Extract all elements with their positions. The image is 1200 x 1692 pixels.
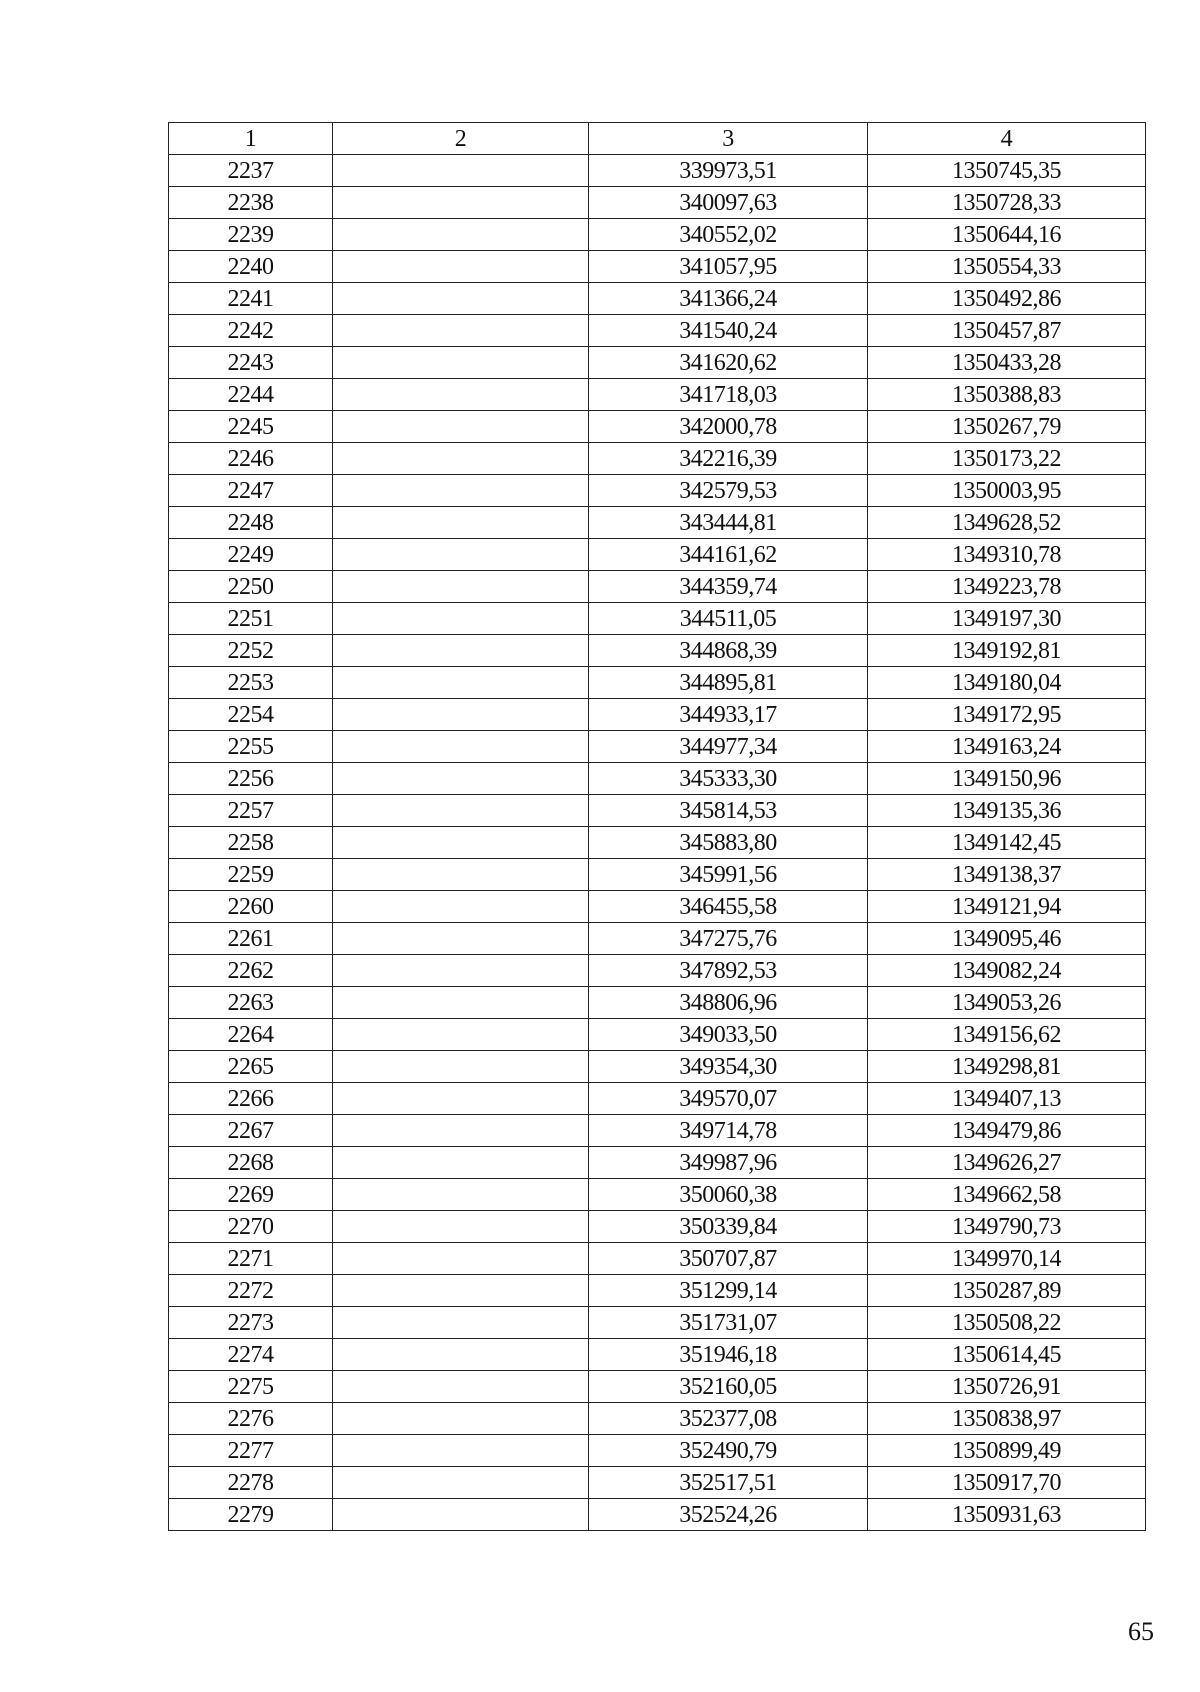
table-row	[169, 1211, 1146, 1243]
x-coordinate-cell: 342216,39	[589, 443, 868, 475]
x-coordinate-cell: 345333,30	[589, 763, 868, 795]
x-coordinate-cell: 349714,78	[589, 1115, 868, 1147]
table-row	[169, 1371, 1146, 1403]
table-row	[169, 315, 1146, 347]
y-coordinate-cell: 1349790,73	[868, 1211, 1146, 1243]
point-number-cell: 2272	[169, 1275, 333, 1307]
y-coordinate-cell: 1350287,89	[868, 1275, 1146, 1307]
description-cell	[333, 1115, 589, 1147]
table-row	[169, 1179, 1146, 1211]
description-cell	[333, 283, 589, 315]
point-number-cell: 2279	[169, 1499, 333, 1531]
table-row	[169, 1051, 1146, 1083]
point-number-cell: 2275	[169, 1371, 333, 1403]
x-coordinate-cell: 347892,53	[589, 955, 868, 987]
table-row	[169, 187, 1146, 219]
description-cell	[333, 955, 589, 987]
description-cell	[333, 1051, 589, 1083]
point-number-cell: 2257	[169, 795, 333, 827]
point-number-cell: 2244	[169, 379, 333, 411]
table-row	[169, 251, 1146, 283]
description-cell	[333, 859, 589, 891]
y-coordinate-cell: 1350917,70	[868, 1467, 1146, 1499]
column-header-2: 2	[333, 123, 589, 155]
x-coordinate-cell: 346455,58	[589, 891, 868, 923]
x-coordinate-cell: 344933,17	[589, 699, 868, 731]
point-number-cell: 2266	[169, 1083, 333, 1115]
x-coordinate-cell: 341718,03	[589, 379, 868, 411]
x-coordinate-cell: 352517,51	[589, 1467, 868, 1499]
table-row	[169, 699, 1146, 731]
description-cell	[333, 1147, 589, 1179]
description-cell	[333, 1307, 589, 1339]
point-number-cell: 2276	[169, 1403, 333, 1435]
table-row	[169, 1147, 1146, 1179]
y-coordinate-cell: 1350433,28	[868, 347, 1146, 379]
point-number-cell: 2270	[169, 1211, 333, 1243]
description-cell	[333, 475, 589, 507]
table-row	[169, 347, 1146, 379]
description-cell	[333, 923, 589, 955]
x-coordinate-cell: 349987,96	[589, 1147, 868, 1179]
point-number-cell: 2278	[169, 1467, 333, 1499]
description-cell	[333, 795, 589, 827]
point-number-cell: 2250	[169, 571, 333, 603]
y-coordinate-cell: 1349138,37	[868, 859, 1146, 891]
point-number-cell: 2242	[169, 315, 333, 347]
x-coordinate-cell: 351731,07	[589, 1307, 868, 1339]
x-coordinate-cell: 339973,51	[589, 155, 868, 187]
y-coordinate-cell: 1349970,14	[868, 1243, 1146, 1275]
x-coordinate-cell: 341366,24	[589, 283, 868, 315]
description-cell	[333, 347, 589, 379]
description-cell	[333, 379, 589, 411]
column-header-1: 1	[169, 123, 333, 155]
description-cell	[333, 827, 589, 859]
coordinates-table	[168, 122, 1146, 1531]
y-coordinate-cell: 1349197,30	[868, 603, 1146, 635]
y-coordinate-cell: 1350899,49	[868, 1435, 1146, 1467]
y-coordinate-cell: 1350457,87	[868, 315, 1146, 347]
point-number-cell: 2267	[169, 1115, 333, 1147]
description-cell	[333, 1371, 589, 1403]
y-coordinate-cell: 1349479,86	[868, 1115, 1146, 1147]
y-coordinate-cell: 1349135,36	[868, 795, 1146, 827]
x-coordinate-cell: 343444,81	[589, 507, 868, 539]
x-coordinate-cell: 342000,78	[589, 411, 868, 443]
x-coordinate-cell: 347275,76	[589, 923, 868, 955]
table-row	[169, 1243, 1146, 1275]
y-coordinate-cell: 1349156,62	[868, 1019, 1146, 1051]
table-row	[169, 1115, 1146, 1147]
table-row	[169, 891, 1146, 923]
point-number-cell: 2243	[169, 347, 333, 379]
description-cell	[333, 507, 589, 539]
description-cell	[333, 1179, 589, 1211]
description-cell	[333, 699, 589, 731]
x-coordinate-cell: 341540,24	[589, 315, 868, 347]
description-cell	[333, 987, 589, 1019]
x-coordinate-cell: 344359,74	[589, 571, 868, 603]
description-cell	[333, 1243, 589, 1275]
page-number: 65	[1128, 1617, 1154, 1646]
point-number-cell: 2253	[169, 667, 333, 699]
description-cell	[333, 635, 589, 667]
column-header-3: 3	[589, 123, 868, 155]
table-row	[169, 1307, 1146, 1339]
point-number-cell: 2264	[169, 1019, 333, 1051]
x-coordinate-cell: 345814,53	[589, 795, 868, 827]
x-coordinate-cell: 351299,14	[589, 1275, 868, 1307]
point-number-cell: 2254	[169, 699, 333, 731]
table-row	[169, 795, 1146, 827]
x-coordinate-cell: 350707,87	[589, 1243, 868, 1275]
x-coordinate-cell: 351946,18	[589, 1339, 868, 1371]
x-coordinate-cell: 345991,56	[589, 859, 868, 891]
x-coordinate-cell: 340552,02	[589, 219, 868, 251]
point-number-cell: 2239	[169, 219, 333, 251]
y-coordinate-cell: 1350931,63	[868, 1499, 1146, 1531]
point-number-cell: 2245	[169, 411, 333, 443]
table-row	[169, 667, 1146, 699]
table-row	[169, 379, 1146, 411]
y-coordinate-cell: 1349223,78	[868, 571, 1146, 603]
table-row	[169, 443, 1146, 475]
point-number-cell: 2238	[169, 187, 333, 219]
y-coordinate-cell: 1350728,33	[868, 187, 1146, 219]
point-number-cell: 2247	[169, 475, 333, 507]
table-row	[169, 955, 1146, 987]
x-coordinate-cell: 342579,53	[589, 475, 868, 507]
description-cell	[333, 315, 589, 347]
point-number-cell: 2265	[169, 1051, 333, 1083]
description-cell	[333, 1211, 589, 1243]
x-coordinate-cell: 352377,08	[589, 1403, 868, 1435]
y-coordinate-cell: 1349163,24	[868, 731, 1146, 763]
description-cell	[333, 1499, 589, 1531]
x-coordinate-cell: 352490,79	[589, 1435, 868, 1467]
table-row	[169, 635, 1146, 667]
y-coordinate-cell: 1349298,81	[868, 1051, 1146, 1083]
description-cell	[333, 731, 589, 763]
description-cell	[333, 1339, 589, 1371]
table-row	[169, 987, 1146, 1019]
y-coordinate-cell: 1349192,81	[868, 635, 1146, 667]
y-coordinate-cell: 1349310,78	[868, 539, 1146, 571]
point-number-cell: 2260	[169, 891, 333, 923]
table-row	[169, 507, 1146, 539]
y-coordinate-cell: 1350267,79	[868, 411, 1146, 443]
y-coordinate-cell: 1349142,45	[868, 827, 1146, 859]
y-coordinate-cell: 1350726,91	[868, 1371, 1146, 1403]
x-coordinate-cell: 349033,50	[589, 1019, 868, 1051]
description-cell	[333, 603, 589, 635]
point-number-cell: 2240	[169, 251, 333, 283]
table-row	[169, 475, 1146, 507]
table-row	[169, 219, 1146, 251]
point-number-cell: 2258	[169, 827, 333, 859]
table-row	[169, 603, 1146, 635]
point-number-cell: 2261	[169, 923, 333, 955]
x-coordinate-cell: 349570,07	[589, 1083, 868, 1115]
table-row	[169, 923, 1146, 955]
y-coordinate-cell: 1349082,24	[868, 955, 1146, 987]
description-cell	[333, 1019, 589, 1051]
table-row	[169, 411, 1146, 443]
x-coordinate-cell: 341620,62	[589, 347, 868, 379]
description-cell	[333, 539, 589, 571]
table-row	[169, 1339, 1146, 1371]
y-coordinate-cell: 1350614,45	[868, 1339, 1146, 1371]
table-row	[169, 539, 1146, 571]
x-coordinate-cell: 350060,38	[589, 1179, 868, 1211]
point-number-cell: 2263	[169, 987, 333, 1019]
point-number-cell: 2251	[169, 603, 333, 635]
table-row	[169, 763, 1146, 795]
y-coordinate-cell: 1349053,26	[868, 987, 1146, 1019]
x-coordinate-cell: 352160,05	[589, 1371, 868, 1403]
point-number-cell: 2248	[169, 507, 333, 539]
description-cell	[333, 763, 589, 795]
point-number-cell: 2252	[169, 635, 333, 667]
point-number-cell: 2269	[169, 1179, 333, 1211]
y-coordinate-cell: 1350745,35	[868, 155, 1146, 187]
point-number-cell: 2259	[169, 859, 333, 891]
description-cell	[333, 187, 589, 219]
table-row	[169, 1499, 1146, 1531]
x-coordinate-cell: 345883,80	[589, 827, 868, 859]
x-coordinate-cell: 340097,63	[589, 187, 868, 219]
y-coordinate-cell: 1350644,16	[868, 219, 1146, 251]
point-number-cell: 2256	[169, 763, 333, 795]
y-coordinate-cell: 1350173,22	[868, 443, 1146, 475]
x-coordinate-cell: 341057,95	[589, 251, 868, 283]
y-coordinate-cell: 1349662,58	[868, 1179, 1146, 1211]
table-row	[169, 1083, 1146, 1115]
description-cell	[333, 411, 589, 443]
description-cell	[333, 667, 589, 699]
table-row	[169, 1275, 1146, 1307]
y-coordinate-cell: 1350492,86	[868, 283, 1146, 315]
table-row	[169, 155, 1146, 187]
x-coordinate-cell: 350339,84	[589, 1211, 868, 1243]
y-coordinate-cell: 1350508,22	[868, 1307, 1146, 1339]
table-row	[169, 571, 1146, 603]
description-cell	[333, 155, 589, 187]
y-coordinate-cell: 1349172,95	[868, 699, 1146, 731]
x-coordinate-cell: 344511,05	[589, 603, 868, 635]
table-row	[169, 283, 1146, 315]
table-row	[169, 1019, 1146, 1051]
point-number-cell: 2274	[169, 1339, 333, 1371]
point-number-cell: 2255	[169, 731, 333, 763]
x-coordinate-cell: 349354,30	[589, 1051, 868, 1083]
table-row	[169, 1435, 1146, 1467]
table-row	[169, 859, 1146, 891]
y-coordinate-cell: 1349180,04	[868, 667, 1146, 699]
description-cell	[333, 571, 589, 603]
point-number-cell: 2273	[169, 1307, 333, 1339]
x-coordinate-cell: 352524,26	[589, 1499, 868, 1531]
x-coordinate-cell: 348806,96	[589, 987, 868, 1019]
x-coordinate-cell: 344895,81	[589, 667, 868, 699]
point-number-cell: 2241	[169, 283, 333, 315]
table-body	[169, 155, 1146, 1531]
point-number-cell: 2268	[169, 1147, 333, 1179]
point-number-cell: 2262	[169, 955, 333, 987]
point-number-cell: 2271	[169, 1243, 333, 1275]
y-coordinate-cell: 1350388,83	[868, 379, 1146, 411]
y-coordinate-cell: 1349121,94	[868, 891, 1146, 923]
y-coordinate-cell: 1350838,97	[868, 1403, 1146, 1435]
description-cell	[333, 1275, 589, 1307]
y-coordinate-cell: 1349628,52	[868, 507, 1146, 539]
description-cell	[333, 251, 589, 283]
y-coordinate-cell: 1350003,95	[868, 475, 1146, 507]
point-number-cell: 2246	[169, 443, 333, 475]
description-cell	[333, 219, 589, 251]
table-row	[169, 1467, 1146, 1499]
table-row	[169, 1403, 1146, 1435]
point-number-cell: 2249	[169, 539, 333, 571]
column-header-4: 4	[868, 123, 1146, 155]
point-number-cell: 2277	[169, 1435, 333, 1467]
table-row	[169, 731, 1146, 763]
table-row	[169, 827, 1146, 859]
description-cell	[333, 1467, 589, 1499]
x-coordinate-cell: 344977,34	[589, 731, 868, 763]
description-cell	[333, 443, 589, 475]
x-coordinate-cell: 344161,62	[589, 539, 868, 571]
y-coordinate-cell: 1350554,33	[868, 251, 1146, 283]
y-coordinate-cell: 1349095,46	[868, 923, 1146, 955]
y-coordinate-cell: 1349150,96	[868, 763, 1146, 795]
y-coordinate-cell: 1349407,13	[868, 1083, 1146, 1115]
y-coordinate-cell: 1349626,27	[868, 1147, 1146, 1179]
description-cell	[333, 1435, 589, 1467]
table-header-row	[169, 123, 1146, 155]
description-cell	[333, 1083, 589, 1115]
x-coordinate-cell: 344868,39	[589, 635, 868, 667]
description-cell	[333, 1403, 589, 1435]
description-cell	[333, 891, 589, 923]
point-number-cell: 2237	[169, 155, 333, 187]
